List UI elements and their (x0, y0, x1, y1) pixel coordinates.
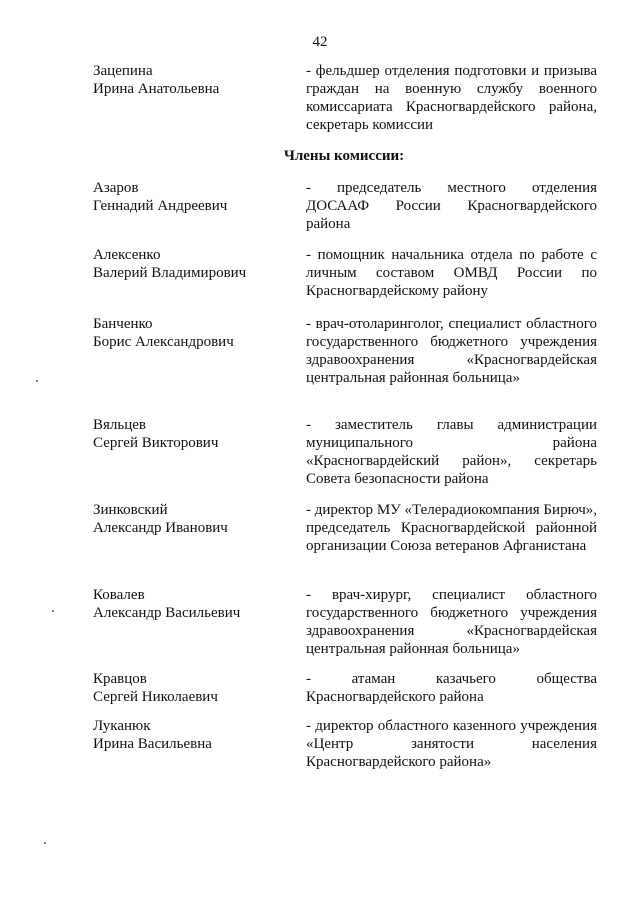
person-name (93, 670, 293, 706)
person-role: - фельдшер отделения подготовки и призыва граждан на военную службу военного комиссариата Красногвардейского района, секретарь комиссии (306, 63, 597, 133)
person-name (93, 586, 293, 622)
page-number: 42 (312, 34, 328, 50)
person-surname: Кравцов (93, 671, 147, 687)
person-name (93, 416, 293, 452)
person-surname: Вяльцев (93, 417, 146, 433)
person-surname: Азаров (93, 180, 139, 196)
person-given-names: Ирина Васильевна (93, 736, 212, 752)
person-surname: Банченко (93, 316, 153, 332)
person-surname: Алексенко (93, 247, 161, 263)
person-role: - директор областного казенного учреждения «Центр занятости населения Красногвардейского района» (306, 718, 597, 770)
members-heading: Члены комиссии: (283, 148, 405, 164)
person-surname: Зацепина (93, 63, 153, 79)
person-name (93, 246, 293, 282)
person-role: - врач-отоларинголог, специалист областного государственного бюджетного учреждения здравоохранения «Красногвардейская центральная районная больница» (306, 316, 597, 386)
scan-speck (44, 842, 46, 844)
person-given-names: Александр Иванович (93, 520, 228, 536)
person-surname: Ковалев (93, 587, 145, 603)
person-given-names: Александр Васильевич (93, 605, 241, 621)
person-given-names: Ирина Анатольевна (93, 81, 220, 97)
person-given-names: Валерий Владимирович (93, 265, 247, 281)
scan-speck (36, 380, 38, 382)
person-surname: Зинковский (93, 502, 168, 518)
person-role: - врач-хирург, специалист областного государственного бюджетного учреждения здравоохранения «Красногвардейская центральная районная больница» (306, 587, 597, 657)
person-given-names: Геннадий Андреевич (93, 198, 228, 214)
person-role: - помощник начальника отдела по работе с личным составом ОМВД России по Красногвардейскому району (306, 247, 597, 299)
person-role: - директор МУ «Телерадиокомпания Бирюч», председатель Красногвардейской районной организации Союза ветеранов Афганистана (306, 502, 597, 554)
person-role: - атаман казачьего общества Красногвардейского района (306, 671, 597, 705)
person-given-names: Борис Александрович (93, 334, 234, 350)
person-name (93, 62, 293, 98)
scan-speck (52, 610, 54, 612)
person-name (93, 315, 293, 351)
person-role: - заместитель главы администрации муниципального района «Красногвардейский район», секретарь Совета безопасности района (306, 417, 597, 487)
person-surname: Луканюк (93, 718, 151, 734)
person-given-names: Сергей Николаевич (93, 689, 218, 705)
person-name (93, 179, 293, 215)
person-role: - председатель местного отделения ДОСААФ России Красногвардейского района (306, 180, 597, 232)
person-given-names: Сергей Викторович (93, 435, 219, 451)
person-name (93, 501, 293, 537)
person-name (93, 717, 293, 753)
